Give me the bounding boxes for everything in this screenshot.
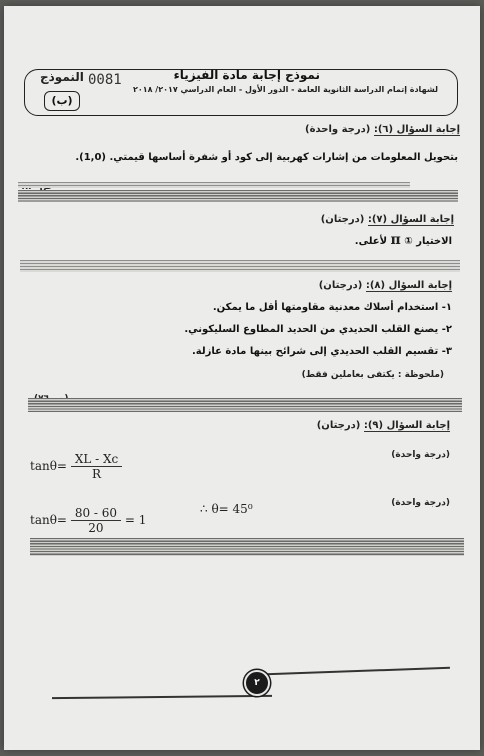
q7-heading: [321, 214, 454, 225]
equation-1-fraction: [71, 452, 122, 481]
q6-answer: بتحويل المعلومات من إشارات كهربية إلى كود أو شفرة أساسها قيمتي. (1,0).: [75, 152, 458, 163]
model-variant-badge: (ب): [44, 91, 80, 111]
equation-1-lhs: tanθ=: [30, 459, 67, 473]
separator-1b: [18, 190, 458, 202]
q7-title: إجابة السؤال (٧):: [367, 214, 454, 225]
q9-marks-line-1: (درجة واحدة): [391, 450, 450, 460]
separator-2: [20, 260, 460, 272]
q6-title: إجابة السؤال (٦):: [373, 124, 460, 135]
equation-conclusion: ∴ θ= 45⁰: [200, 502, 253, 516]
exam-code: 0081: [88, 72, 122, 88]
q6-marks: (درجة واحدة): [305, 124, 371, 135]
q7-answer: [355, 232, 452, 248]
q7-symbol: π: [390, 232, 401, 248]
q7-answer-suffix: لأعلى.: [354, 236, 388, 247]
q8-item: ٢- يصنع القلب الحديدي من الحديد المطاوع السليكوني.: [184, 324, 452, 335]
q9-heading: [317, 420, 450, 431]
q7-marks: (درجتان): [320, 214, 365, 225]
q8-item: ٣- تقسيم القلب الحديدي إلى شرائح بينها مادة عازلة.: [191, 346, 452, 357]
q9-marks-line-2: (درجة واحدة): [391, 498, 450, 508]
equation-2-fraction: [71, 506, 121, 535]
q8-note: (ملحوظة : يكتفى بعاملين فقط): [301, 370, 444, 380]
separator-3: [28, 398, 462, 412]
page-number-badge: ٢: [244, 670, 270, 696]
equation-2-result: = 1: [124, 513, 147, 527]
q8-heading: [319, 280, 452, 291]
document-subtitle: لشهادة إتمام الدراسة الثانوية العامة - الدور الأول - العام الدراسي ٢٠١٧/ ٢٠١٨: [132, 85, 438, 94]
footer-rule-right: [266, 667, 450, 675]
q7-choice: ①: [404, 236, 413, 247]
q7-answer-prefix: الاختيار: [416, 236, 452, 247]
answer-sheet: [4, 6, 480, 750]
equation-1: [30, 452, 122, 481]
separator-4: [30, 538, 464, 556]
q6-heading: [305, 124, 460, 135]
q9-marks: (درجتان): [316, 420, 361, 431]
q8-item: ١- استخدام أسلاك معدنية مقاومتها أقل ما يمكن.: [212, 302, 452, 313]
document-title: نموذج إجابة مادة الفيزياء: [173, 68, 320, 82]
equation-2-lhs: tanθ=: [30, 513, 67, 527]
equation-2-denominator: 20: [88, 521, 104, 535]
equation-1-denominator: R: [92, 467, 102, 481]
q9-title: إجابة السؤال (٩):: [363, 420, 450, 431]
q8-title: إجابة السؤال (٨):: [365, 280, 452, 291]
equation-1-numerator: XL - Xc: [71, 452, 122, 467]
equation-2-numerator: 80 - 60: [71, 506, 121, 521]
separator-1a: [18, 182, 410, 188]
q8-marks: (درجتان): [318, 280, 363, 291]
footer-rule-left: [52, 695, 272, 699]
equation-2: [30, 506, 146, 535]
model-label: النموذج: [40, 70, 84, 84]
